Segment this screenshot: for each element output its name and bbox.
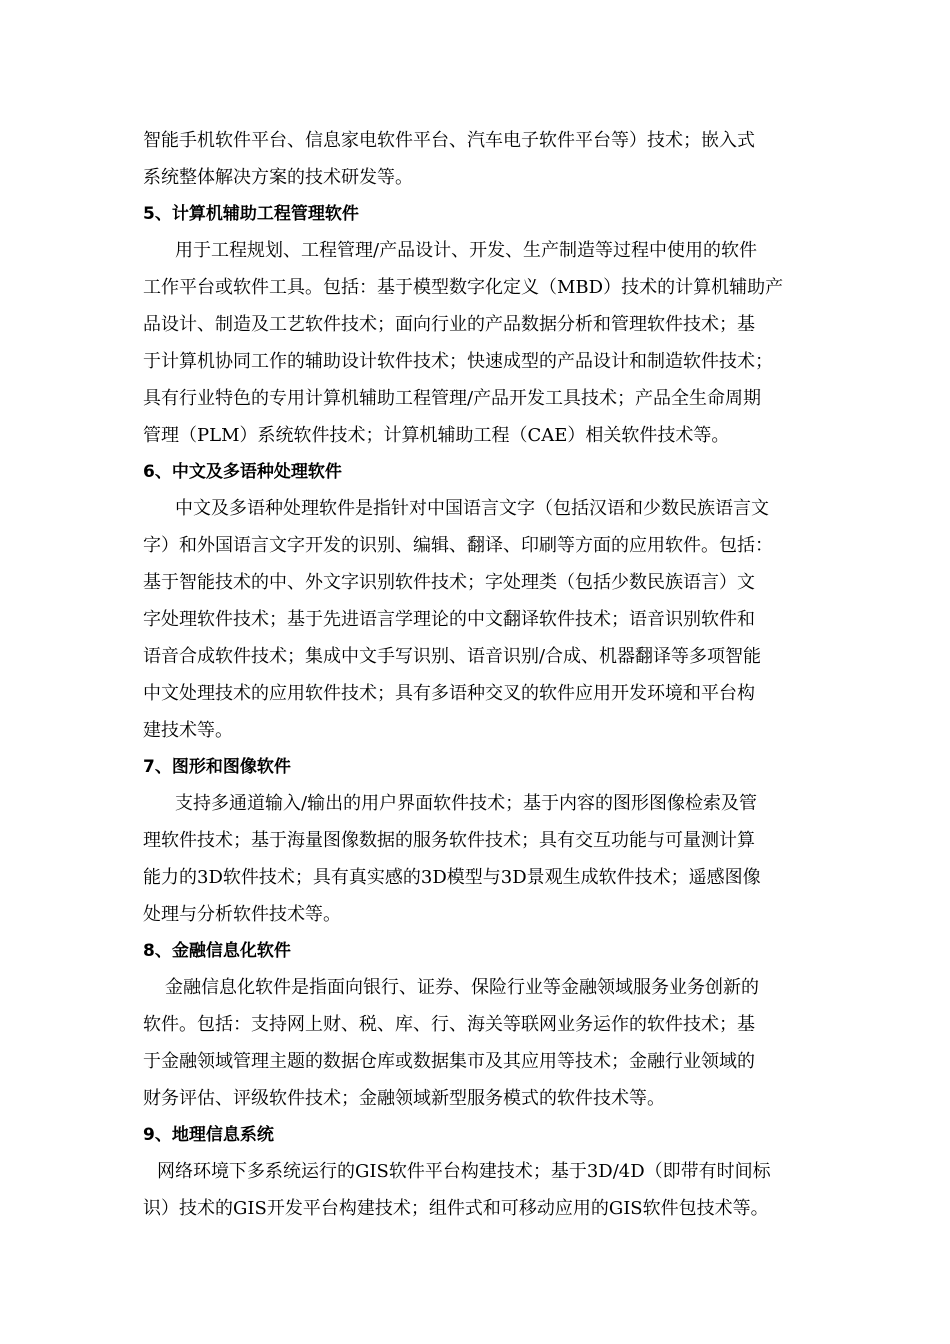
paragraph-line: 语音合成软件技术；集成中文手写识别、语音识别/合成、机器翻译等多项智能 (143, 646, 762, 667)
section-heading: 8、金融信息化软件 (143, 941, 291, 961)
paragraph-line: 基于智能技术的中、外文字识别软件技术；字处理类（包括少数民族语言）文 (143, 572, 755, 593)
paragraph-line: 于计算机协同工作的辅助设计软件技术；快速成型的产品设计和制造软件技术； (143, 351, 773, 372)
paragraph-line: 软件。包括：支持网上财、税、库、行、海关等联网业务运作的软件技术；基 (143, 1014, 755, 1035)
paragraph-line: 工作平台或软件工具。包括：基于模型数字化定义（MBD）技术的计算机辅助产 (143, 277, 784, 298)
paragraph-line: 于金融领域管理主题的数据仓库或数据集市及其应用等技术；金融行业领域的 (143, 1051, 755, 1072)
section-heading: 7、图形和图像软件 (143, 757, 291, 777)
document-page (143, 122, 823, 1227)
paragraph-line: 财务评估、评级软件技术；金融领域新型服务模式的软件技术等。 (143, 1088, 665, 1109)
paragraph-line: 智能手机软件平台、信息家电软件平台、汽车电子软件平台等）技术；嵌入式 (143, 130, 755, 151)
paragraph-line: 能力的3D软件技术；具有真实感的3D模型与3D景观生成软件技术；遥感图像 (143, 867, 761, 888)
paragraph-line: 处理与分析软件技术等。 (143, 904, 341, 925)
paragraph-line: 金融信息化软件是指面向银行、证券、保险行业等金融领域服务业务创新的 (165, 977, 759, 998)
paragraph-line: 中文及多语种处理软件是指针对中国语言文字（包括汉语和少数民族语言文 (175, 498, 769, 519)
section-heading: 5、计算机辅助工程管理软件 (143, 204, 359, 224)
paragraph-line: 用于工程规划、工程管理/产品设计、开发、生产制造等过程中使用的软件 (175, 240, 758, 261)
paragraph-line: 建技术等。 (143, 720, 233, 741)
paragraph-line: 中文处理技术的应用软件技术；具有多语种交叉的软件应用开发环境和平台构 (143, 683, 755, 704)
paragraph-line: 字处理软件技术；基于先进语言学理论的中文翻译软件技术；语音识别软件和 (143, 609, 755, 630)
section-heading: 6、中文及多语种处理软件 (143, 462, 342, 482)
paragraph-line: 管理（PLM）系统软件技术；计算机辅助工程（CAE）相关软件技术等。 (143, 425, 730, 446)
paragraph-line: 字）和外国语言文字开发的识别、编辑、翻译、印刷等方面的应用软件。包括： (143, 535, 773, 556)
paragraph-line: 具有行业特色的专用计算机辅助工程管理/产品开发工具技术；产品全生命周期 (143, 388, 762, 409)
section-heading: 9、地理信息系统 (143, 1125, 274, 1145)
paragraph-line: 理软件技术；基于海量图像数据的服务软件技术；具有交互功能与可量测计算 (143, 830, 755, 851)
paragraph-line: 品设计、制造及工艺软件技术；面向行业的产品数据分析和管理软件技术；基 (143, 314, 755, 335)
paragraph-line: 支持多通道输入/输出的用户界面软件技术；基于内容的图形图像检索及管 (175, 793, 758, 814)
paragraph-line: 识）技术的GIS开发平台构建技术；组件式和可移动应用的GIS软件包技术等。 (143, 1198, 769, 1219)
paragraph-line: 系统整体解决方案的技术研发等。 (143, 167, 413, 188)
paragraph-line: 网络环境下多系统运行的GIS软件平台构建技术；基于3D/4D（即带有时间标 (157, 1161, 771, 1182)
